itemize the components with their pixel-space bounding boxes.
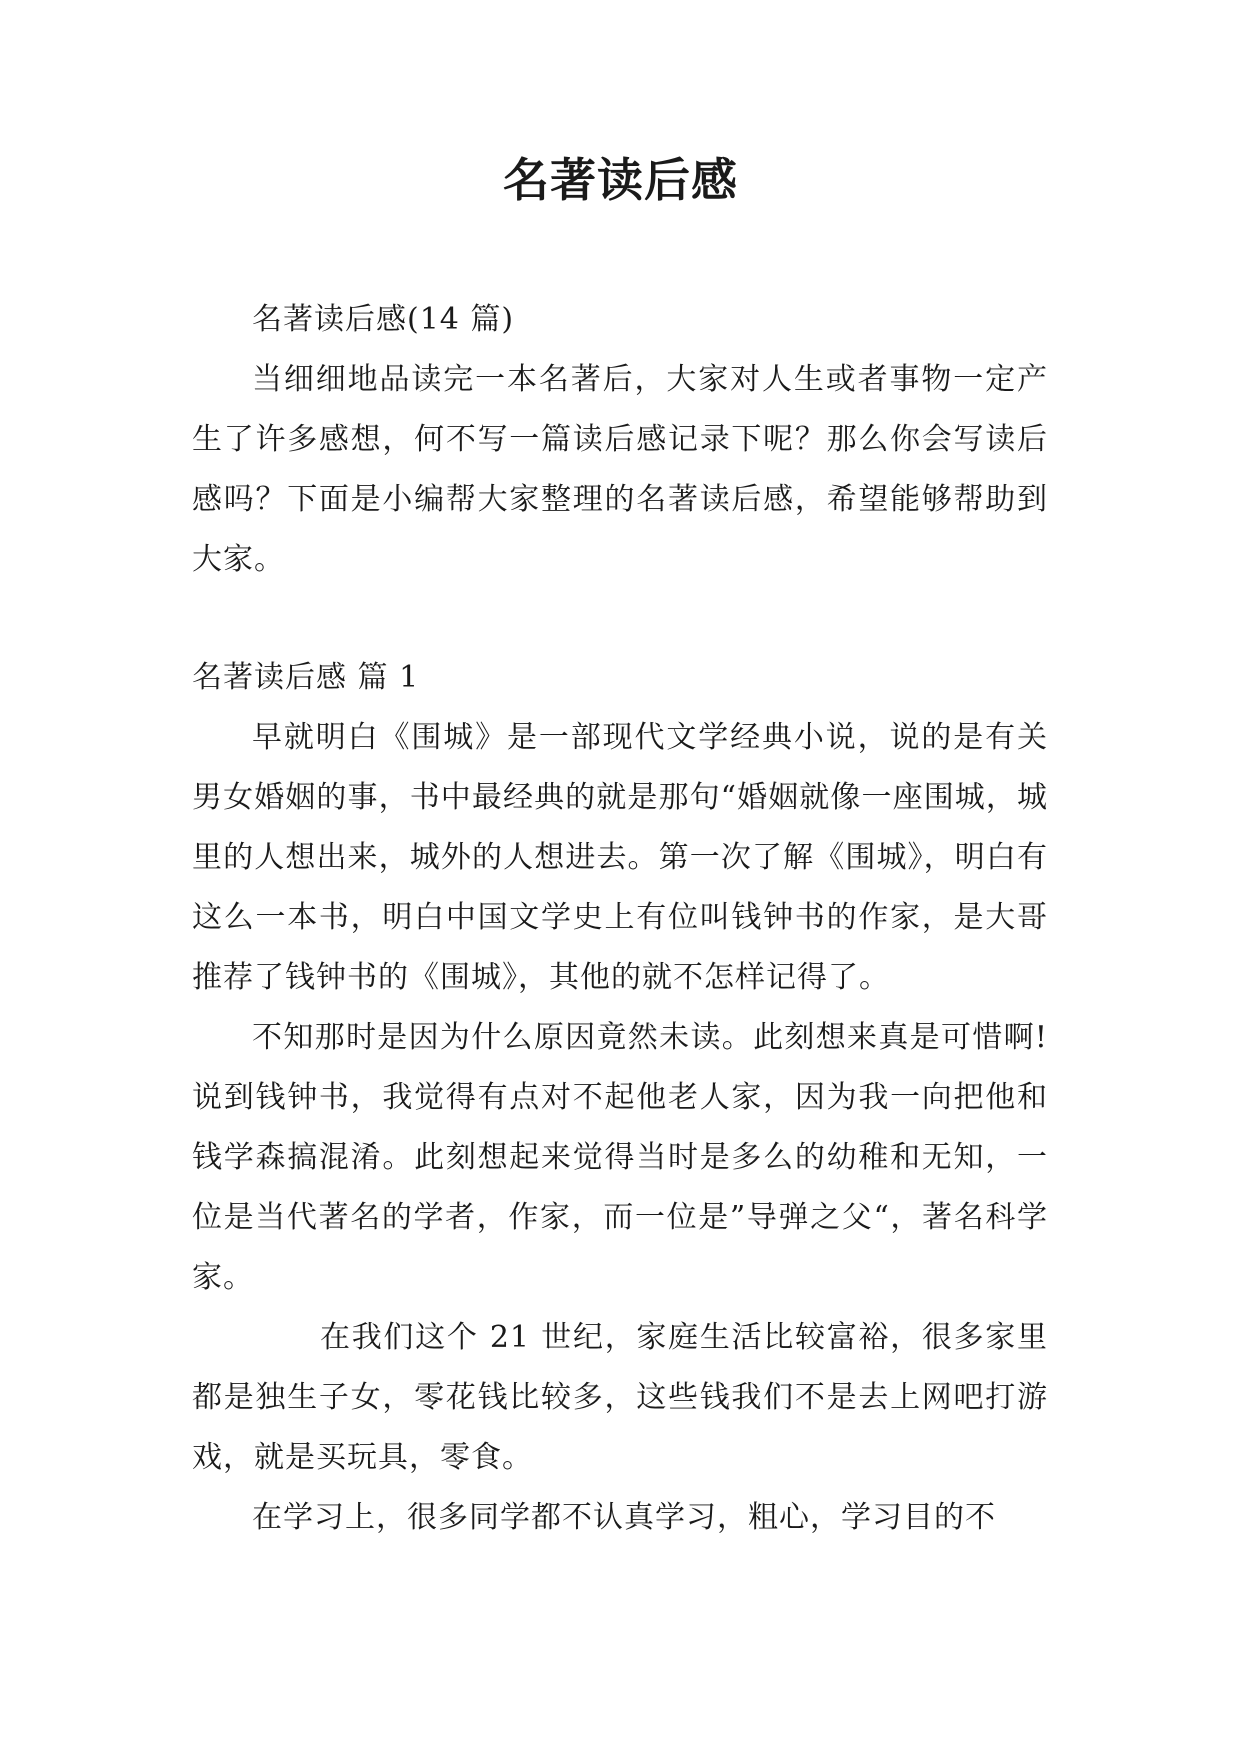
page-title: 名著读后感 xyxy=(503,153,738,207)
body-paragraph: 早就明白《围城》是一部现代文学经典小说，说的是有关男女婚姻的事，书中最经典的就是那句“婚姻就像一座围城，城里的人想出来，城外的人想进去。第一次了解《围城》，明白有这么一本书，明白中国文学史上有位叫钱钟书的作家，是大哥推荐了钱钟书的《围城》，其他的就不怎样记得了。 xyxy=(192,720,1048,995)
document-body xyxy=(192,290,1048,1548)
body-paragraph: 在我们这个 21 世纪，家庭生活比较富裕，很多家里都是独生子女，零花钱比较多，这些钱我们不是去上网吧打游戏，就是买玩具，零食。 xyxy=(192,1320,1048,1475)
intro-paragraph: 当细细地品读完一本名著后，大家对人生或者事物一定产生了许多感想，何不写一篇读后感记录下呢？那么你会写读后感吗？下面是小编帮大家整理的名著读后感，希望能够帮助到大家。 xyxy=(192,362,1048,577)
body-paragraph: 在学习上，很多同学都不认真学习，粗心，学习目的不 xyxy=(252,1500,996,1535)
section-heading: 名著读后感 篇 1 xyxy=(192,660,420,695)
document-subtitle: 名著读后感(14 篇) xyxy=(252,302,515,337)
body-paragraph: 不知那时是因为什么原因竟然未读。此刻想来真是可惜啊!说到钱钟书，我觉得有点对不起他老人家，因为我一向把他和钱学森搞混淆。此刻想起来觉得当时是多么的幼稚和无知，一位是当代著名的学者，作家，而一位是”导弹之父“，著名科学家。 xyxy=(192,1020,1048,1295)
